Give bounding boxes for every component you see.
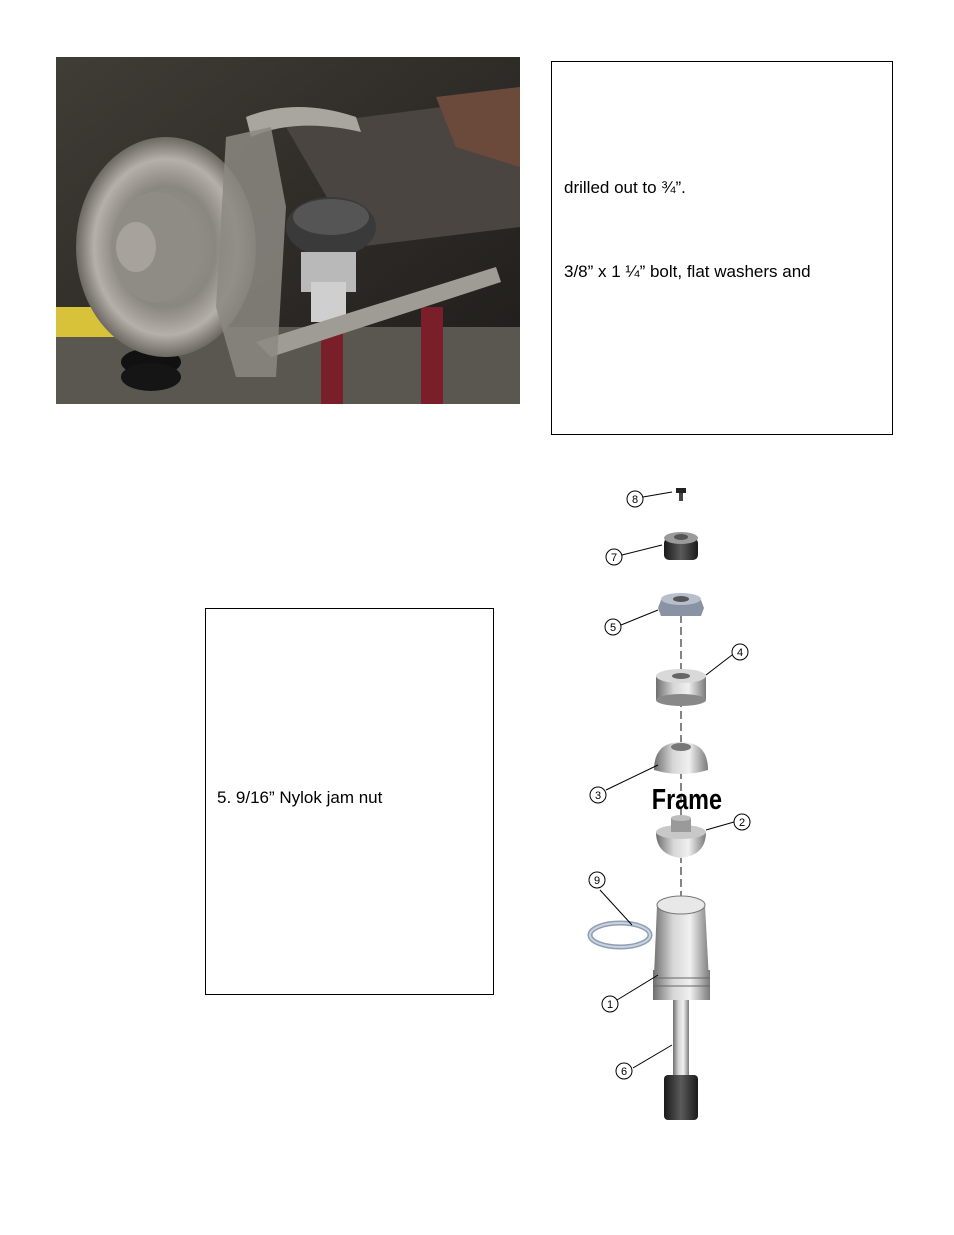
- part-2-dome: [656, 815, 706, 858]
- part-9-snap-ring: [590, 923, 650, 947]
- part-6-shaft: [664, 1000, 698, 1120]
- callout-6: 6: [620, 1066, 628, 1078]
- part-4-washer: [656, 669, 706, 706]
- callout-7: 7: [610, 552, 618, 564]
- exploded-assembly-diagram: [560, 470, 800, 1150]
- suspension-photo: [56, 57, 520, 404]
- callout-9: 9: [593, 875, 601, 887]
- part-5-nut: [658, 593, 704, 616]
- callout-2: 2: [738, 817, 746, 829]
- part-7-cap: [664, 532, 698, 560]
- callout-3: 3: [594, 790, 602, 802]
- part-8-screw: [676, 488, 686, 501]
- parts-list-item-5: 5. 9/16” Nylok jam nut: [217, 788, 383, 807]
- callout-5: 5: [609, 622, 617, 634]
- instruction-line-drilled: drilled out to ¾”.: [564, 178, 686, 197]
- callout-8: 8: [631, 494, 639, 506]
- part-3-dome: [654, 742, 708, 774]
- callout-4: 4: [736, 647, 744, 659]
- instruction-box: [551, 61, 893, 435]
- instruction-line-bolt: 3/8” x 1 ¼” bolt, flat washers and: [564, 262, 811, 281]
- part-1-body: [653, 896, 710, 1000]
- callout-1: 1: [606, 999, 614, 1011]
- frame-label: Frame: [651, 782, 722, 816]
